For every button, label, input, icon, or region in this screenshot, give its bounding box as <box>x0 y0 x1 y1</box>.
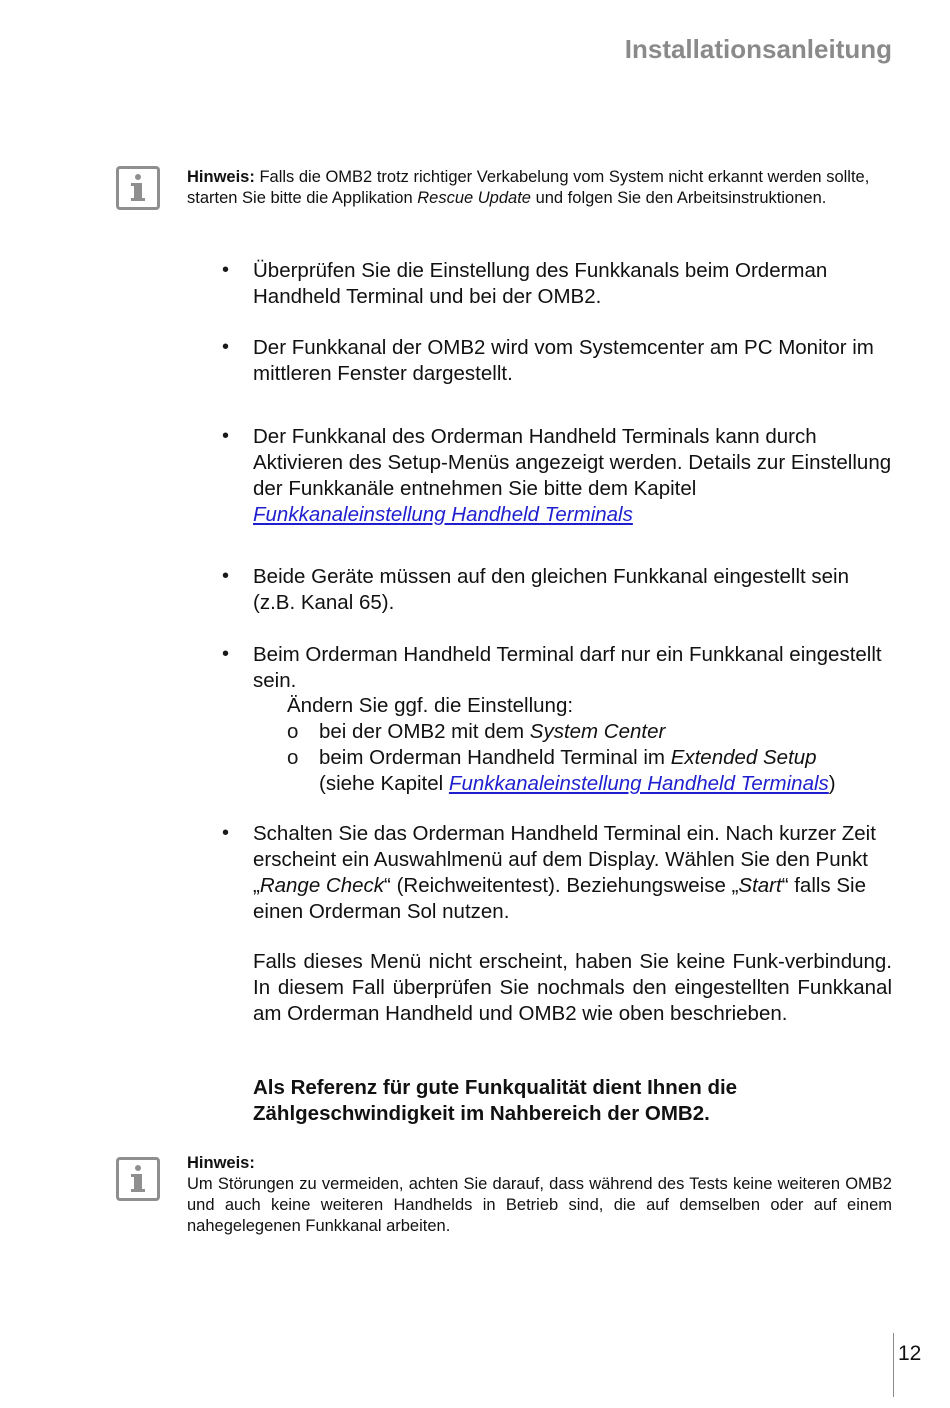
bullet-text-6 <box>253 821 892 925</box>
bullet-text: Schalten Sie das Orderman Handheld Terminal ein. Nach kurzer Zeit erscheint ein Auswahlmenü auf dem Display. Wählen Sie den Punkt „ <box>253 822 876 897</box>
bullet-dot: • <box>222 336 230 358</box>
sub-intro: Ändern Sie ggf. die Einstellung: <box>287 694 574 717</box>
bullet-text-4: Beide Geräte müssen auf den gleichen Funkkanal eingestellt sein (z.B. Kanal 65). <box>253 565 850 614</box>
note-hint-2-label <box>187 1153 892 1174</box>
bullet-text: Der Funkkanal des Orderman Handheld Terminals kann durch Aktivieren des Setup-Menüs angezeigt werden. Details zur Einstellung der Funkkanäle entnehmen Sie bitte dem Kapitel <box>253 425 892 500</box>
bullet-dot: • <box>222 565 230 587</box>
menu-item-range-check: Range Check <box>259 874 385 897</box>
bullet-text-2: Der Funkkanal der OMB2 wird vom Systemcenter am PC Monitor im mittleren Fenster dargestellt. <box>253 336 874 385</box>
note-label: Hinweis: <box>187 1154 255 1172</box>
sub-item-text: beim Orderman Handheld Terminal im <box>319 746 671 769</box>
page-header-title: Installationsanleitung <box>624 34 892 64</box>
ref-text: (siehe Kapitel <box>319 772 449 795</box>
bullet-text: “ (Reichweitentest). Beziehungsweise „ <box>384 874 739 897</box>
note-text: und folgen Sie den Arbeitsinstruktionen. <box>530 189 827 207</box>
sub-item-2-ref <box>319 771 892 797</box>
bullet-6-bold-reference: Als Referenz für gute Funkqualität dient Ihnen die Zählgeschwindigkeit im Nahbereich der OMB2. <box>253 1076 738 1125</box>
sub-item-2 <box>319 745 892 771</box>
bullet-dot: • <box>222 425 230 447</box>
chapter-link[interactable]: Funkkanaleinstellung Handheld Terminals <box>448 772 829 795</box>
bullet-text: “ falls Sie einen Orderman Sol nutzen. <box>253 874 867 923</box>
sub-item-italic: Extended Setup <box>670 746 817 769</box>
bullet-dot: • <box>222 259 230 281</box>
sub-bullet: o <box>287 746 299 769</box>
info-icon <box>116 166 160 210</box>
menu-item-start: Start <box>738 874 782 897</box>
bullet-text-1: Überprüfen Sie die Einstellung des Funkkanals beim Orderman Handheld Terminal und bei der OMB2. <box>253 259 828 308</box>
app-name: Rescue Update <box>417 189 531 207</box>
note-label: Hinweis: <box>187 168 255 186</box>
note-text: Falls die OMB2 trotz richtiger Verkabelung vom System nicht erkannt werden sollte, starten Sie bitte die Applikation <box>187 168 870 207</box>
bullet-dot: • <box>222 643 230 665</box>
info-icon <box>116 1157 160 1201</box>
page-number-divider <box>893 1333 894 1397</box>
note-hint-2-text: Um Störungen zu vermeiden, achten Sie darauf, dass während des Tests keine weiteren OMB2 und auch keine weiteren Handhelds in Betrieb sind, die auf demselben oder auf einem nahegelegenen Funkkanal arbeiten. <box>187 1175 892 1235</box>
bullet-6-paragraph-2: Falls dieses Menü nicht erscheint, haben Sie keine Funk-verbindung. In diesem Fall überprüfen Sie nochmals den eingestellten Funkkanal am Orderman Handheld und OMB2 wie oben beschrieben. <box>253 950 892 1025</box>
page-number: 12 <box>898 1342 922 1365</box>
note-hint-1 <box>187 167 892 209</box>
bullet-text-3 <box>253 424 892 528</box>
sub-bullet: o <box>287 720 299 743</box>
bullet-dot: • <box>222 822 230 844</box>
ref-text: ) <box>828 772 836 795</box>
sub-item-italic: System Center <box>529 720 666 743</box>
sub-item-text: bei der OMB2 mit dem <box>319 720 530 743</box>
chapter-link[interactable]: Funkkanaleinstellung Handheld Terminals <box>253 503 633 526</box>
sub-item-1 <box>319 719 892 745</box>
bullet-text-5: Beim Orderman Handheld Terminal darf nur ein Funkkanal eingestellt sein. <box>253 643 882 692</box>
